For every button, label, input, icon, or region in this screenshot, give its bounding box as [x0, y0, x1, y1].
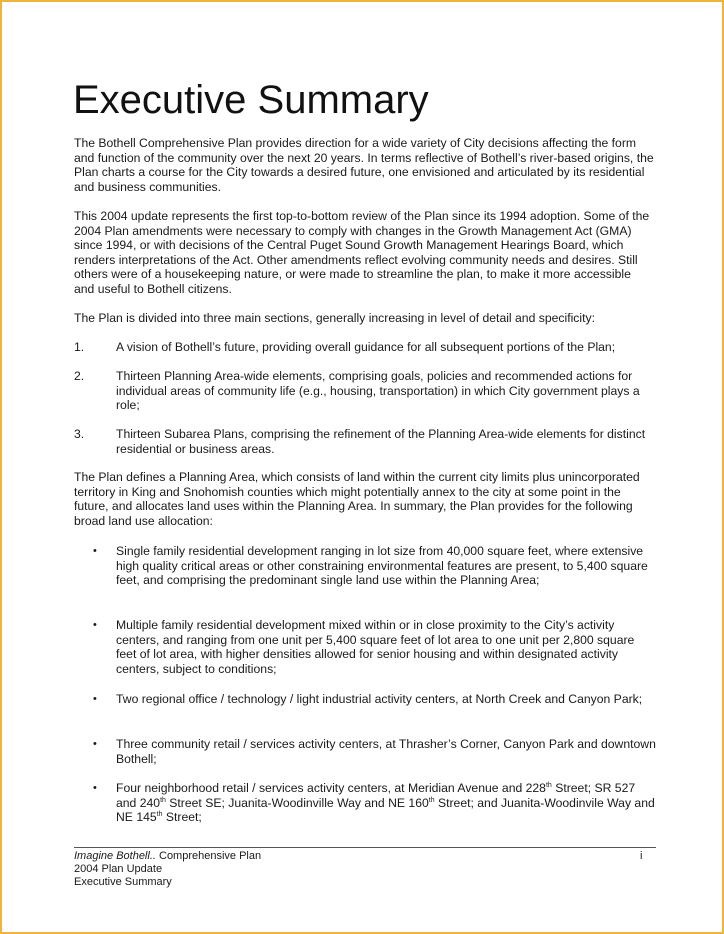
bullet-marker: • [93, 693, 97, 705]
numbered-item-vision: A vision of Bothell’s future, providing overall guidance for all subsequent portions of the Plan; [116, 340, 616, 354]
list-number: 2. [74, 369, 85, 383]
footer-brand: Imagine Bothell.. [74, 850, 156, 862]
list-number: 1. [74, 340, 85, 354]
update-paragraph: This 2004 update represents the first top-to-bottom review of the Plan since its 1994 adoption. Some of the 2004 Plan amendments were necessary to comply with changes in the Growth Management Act (GMA) since 1994, or with decisions of the Central Puget Sound Growth Management Hearings Board, which renders interpretations of the Act. Other amendments reflect evolving community needs and desires. Still others were of a housekeeping nature, or were made to streamline the plan, to make it more accessible and useful to Bothell citizens. [74, 209, 650, 296]
bullet-marker: • [93, 782, 97, 794]
numbered-item-subarea-plans: Thirteen Subarea Plans, comprising the refinement of the Planning Area-wide elements for distinct residential or business areas. [116, 427, 646, 456]
ordinal-suffix: th [156, 811, 163, 819]
numbered-item-elements: Thirteen Planning Area-wide elements, comprising goals, policies and recommended actions for individual areas of community life (e.g., housing, transportation) in which City government plays a role; [116, 369, 640, 413]
list-number: 3. [74, 427, 85, 441]
footer-plan-name: Comprehensive Plan [155, 850, 262, 862]
footer-line-1 [74, 850, 261, 863]
planning-area-paragraph: The Plan defines a Planning Area, which consists of land within the current city limits plus unincorporated territory in King and Snohomish counties which might potentially annex to the city at some point in the future, and allocates land uses within the Planning Area. In summary, the Plan provides for the following broad land use allocation: [74, 470, 640, 528]
footer-line-3: Executive Summary [74, 876, 172, 888]
intro-paragraph: The Bothell Comprehensive Plan provides direction for a wide variety of City decisions affecting the form and function of the community over the next 20 years. In terms reflective of Bothell’s river-based origins, the Plan charts a course for the City towards a desired future, one envisioned and articulated by its residential and business communities. [74, 136, 654, 194]
neighborhood-retail-text: Street SE; Juanita-Woodinville Way and NE 160 [165, 795, 429, 810]
page-footer [74, 850, 261, 889]
footer-divider [74, 847, 656, 848]
neighborhood-retail-text: Street; and Juanita-Woodinvile Way and NE 145 [116, 795, 655, 825]
bullet-item-single-family: Single family residential development ranging in lot size from 40,000 square feet, where extensive high quality critical areas or other constraining environmental features are present, to 5,400 square feet, and comprising the predominant single land use within the Planning Area; [116, 544, 648, 588]
neighborhood-retail-text: Street; [162, 810, 202, 825]
bullet-marker: • [93, 738, 97, 750]
page-number: i [640, 850, 643, 862]
neighborhood-retail-text: Street; SR 527 and 240 [116, 781, 636, 810]
bullet-item-neighborhood-retail [116, 781, 656, 825]
neighborhood-retail-text: Four neighborhood retail / services activity centers, at Meridian Avenue and 228 [116, 781, 546, 795]
sections-intro-paragraph: The Plan is divided into three main sections, generally increasing in level of detail and specificity: [74, 311, 595, 325]
bullet-marker: • [93, 545, 97, 557]
bullet-item-multiple-family: Multiple family residential development mixed within or in close proximity to the City’s activity centers, and ranging from one unit per 5,400 square feet of lot area to one unit per 2,800 square feet of lot area, with higher densities allowed for senior housing and within designated activity centers, subject to conditions; [116, 618, 635, 676]
bullet-marker: • [93, 619, 97, 631]
bullet-item-regional-office: Two regional office / technology / light industrial activity centers, at North Creek and Canyon Park; [116, 692, 643, 706]
ordinal-suffix: th [545, 781, 552, 789]
ordinal-suffix: th [428, 796, 435, 804]
footer-line-2: 2004 Plan Update [74, 863, 163, 875]
ordinal-suffix: th [160, 796, 166, 804]
page-title: Executive Summary [73, 78, 429, 122]
bullet-item-community-retail: Three community retail / services activity centers, at Thrasher’s Corner, Canyon Park and downtown Bothell; [116, 737, 656, 766]
